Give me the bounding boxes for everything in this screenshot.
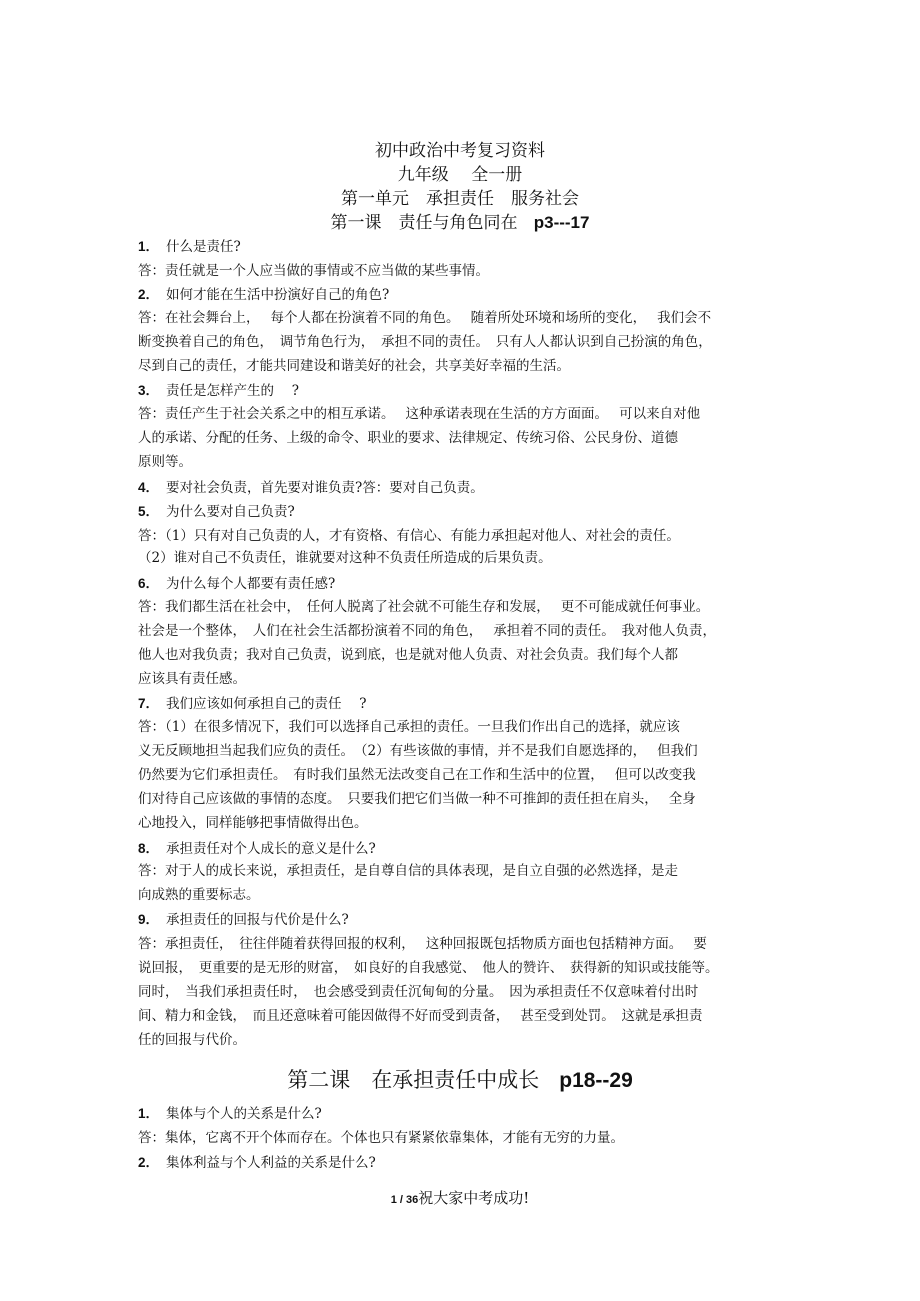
lesson1-pages: p3---17 bbox=[533, 213, 590, 232]
question-number: 9． bbox=[138, 912, 160, 927]
question-7 bbox=[138, 695, 788, 713]
answer-line: 答：在社会舞台上， 每个人都在扮演着不同的角色。 随着所处环境和场所的变化， 我们会不 bbox=[138, 310, 712, 326]
answer-line: 断变换着自己的角色， 调节角色行为， 承担不同的责任。 只有人人都认识到自己扮演的角色， bbox=[138, 334, 712, 350]
question-text: 集体利益与个人利益的关系是什么? bbox=[166, 1155, 376, 1171]
question-8 bbox=[138, 840, 788, 858]
question-4 bbox=[138, 479, 788, 497]
lesson2-question-1 bbox=[138, 1105, 788, 1123]
page-footer bbox=[0, 1188, 920, 1210]
question-text: 责任是怎样产生的 ? bbox=[166, 383, 300, 399]
question-text: 为什么每个人都要有责任感? bbox=[166, 576, 336, 592]
question-text: 承担责任的回报与代价是什么? bbox=[166, 912, 349, 928]
question-5 bbox=[138, 503, 788, 521]
answer-line: 任的回报与代价。 bbox=[138, 1032, 246, 1048]
question-number: 1． bbox=[138, 239, 160, 254]
answer-line: 们对待自己应该做的事情的态度。 只要我们把它们当做一种不可推卸的责任担在肩头， 全身 bbox=[138, 791, 696, 807]
answer-line: 人的承诺、分配的任务、上级的命令、职业的要求、法律规定、传统习俗、公民身份、道德 bbox=[138, 430, 678, 446]
question-number: 3． bbox=[138, 383, 160, 398]
answer-line: 应该具有责任感。 bbox=[138, 671, 246, 687]
footer-text: 祝大家中考成功! bbox=[418, 1189, 530, 1207]
answer-line: 答：承担责任， 往往伴随着获得回报的权利， 这种回报既包括物质方面也包括精神方面。 要 bbox=[138, 936, 707, 952]
answer-line: 答：对于人的成长来说，承担责任，是自尊自信的具体表现，是自立自强的必然选择，是走 bbox=[138, 863, 678, 879]
answer-line: 义无反顾地担当起我们应负的责任。 （2）有些该做的事情，并不是我们自愿选择的， 但我们 bbox=[138, 743, 698, 759]
question-text: 要对社会负责，首先要对谁负责?答：要对自己负责。 bbox=[166, 480, 484, 496]
question-number: 5． bbox=[138, 504, 160, 519]
answer-line: 原则等。 bbox=[138, 454, 192, 470]
question-text: 如何才能在生活中扮演好自己的角色? bbox=[166, 287, 390, 303]
answer-line: 间、精力和金钱， 而且还意味着可能因做得不好而受到责备， 甚至受到处罚。 这就是承担责 bbox=[138, 1008, 703, 1024]
answer-line: 同时， 当我们承担责任时， 也会感受到责任沉甸甸的分量。 因为承担责任不仅意味着付出时 bbox=[138, 984, 699, 1000]
question-1 bbox=[138, 238, 788, 256]
question-number: 4． bbox=[138, 480, 160, 495]
unit-heading: 第一单元 承担责任 服务社会 bbox=[341, 189, 579, 209]
page-number: 1 / 36 bbox=[390, 1194, 419, 1206]
question-number: 2． bbox=[138, 1155, 160, 1170]
answer-line: 仍然要为它们承担责任。 有时我们虽然无法改变自己在工作和生活中的位置， 但可以改变我 bbox=[138, 767, 696, 783]
answer-line: 尽到自己的责任，才能共同建设和谐美好的社会，共享美好幸福的生活。 bbox=[138, 358, 570, 374]
question-6 bbox=[138, 575, 788, 593]
lesson1-title: 第一课 责任与角色同在 bbox=[330, 213, 518, 233]
question-number: 8． bbox=[138, 841, 160, 856]
question-number: 1． bbox=[138, 1106, 160, 1121]
question-text: 承担责任对个人成长的意义是什么? bbox=[166, 841, 376, 857]
grade-heading: 九年级 全一册 bbox=[397, 165, 523, 185]
answer-line: 答：责任就是一个人应当做的事情或不应当做的某些事情。 bbox=[138, 263, 489, 279]
question-9 bbox=[138, 911, 788, 929]
question-number: 2． bbox=[138, 287, 160, 302]
answer-line: 向成熟的重要标志。 bbox=[138, 887, 260, 903]
answer-line: 心地投入，同样能够把事情做得出色。 bbox=[138, 815, 368, 831]
question-text: 我们应该如何承担自己的责任 ? bbox=[166, 696, 367, 712]
question-text: 为什么要对自己负责? bbox=[166, 504, 295, 520]
answer-line: 说回报， 更重要的是无形的财富， 如良好的自我感觉、 他人的赞许、 获得新的知识或技能等。 bbox=[138, 960, 719, 976]
lesson2-pages: p18--29 bbox=[559, 1069, 633, 1092]
answer-line: 答：（1）在很多情况下，我们可以选择自己承担的责任。一旦我们作出自己的选择，就应该 bbox=[138, 719, 680, 735]
question-text: 什么是责任? bbox=[166, 239, 241, 255]
lesson2-heading bbox=[0, 1067, 920, 1094]
question-number: 6． bbox=[138, 576, 160, 591]
question-text: 集体与个人的关系是什么? bbox=[166, 1106, 322, 1122]
answer-line: 他人也对我负责；我对自己负责，说到底，也是就对他人负责、对社会负责。我们每个人都 bbox=[138, 647, 678, 663]
lesson1-heading bbox=[0, 212, 920, 234]
answer-line: 社会是一个整体， 人们在社会生活都扮演着不同的角色， 承担着不同的责任。 我对他人负责， bbox=[138, 623, 717, 639]
answer-line: 答：责任产生于社会关系之中的相互承诺。 这种承诺表现在生活的方方面面。 可以来自对他 bbox=[138, 406, 701, 422]
lesson2-title: 第二课 在承担责任中成长 bbox=[287, 1068, 540, 1092]
answer-line: 答：我们都生活在社会中， 任何人脱离了社会就不可能生存和发展， 更不可能成就任何事业。 bbox=[138, 599, 710, 615]
question-3 bbox=[138, 382, 788, 400]
answer-line: 答：（1）只有对自己负责的人，才有资格、有信心、有能力承担起对他人、对社会的责任。 bbox=[138, 528, 680, 544]
question-2 bbox=[138, 286, 788, 304]
answer-line: （2）谁对自己不负责任，谁就要对这种不负责任所造成的后果负责。 bbox=[138, 550, 552, 566]
document-title: 初中政治中考复习资料 bbox=[375, 141, 545, 161]
question-number: 7． bbox=[138, 696, 160, 711]
answer-line: 答：集体，它离不开个体而存在。个体也只有紧紧依靠集体，才能有无穷的力量。 bbox=[138, 1130, 624, 1146]
lesson2-question-2 bbox=[138, 1154, 788, 1172]
